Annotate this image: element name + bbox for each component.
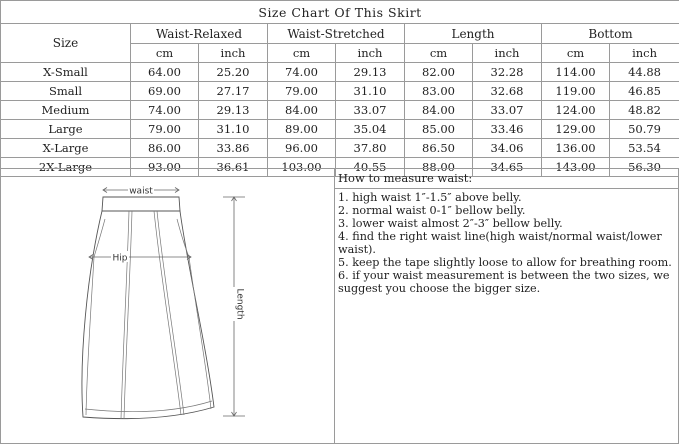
size-name-cell: X-Large (1, 139, 131, 158)
measurement-cell: 103.00 (268, 158, 336, 177)
length-dimension (223, 197, 245, 416)
measurement-cell: 44.88 (610, 63, 679, 82)
unit-header: cm (542, 44, 610, 63)
measurement-cell: 48.82 (610, 101, 679, 120)
size-row (1, 82, 679, 101)
group-header-length: Length (405, 24, 542, 44)
skirt-diagram (0, 168, 335, 444)
measure-instructions (335, 168, 679, 444)
waistband (102, 197, 180, 211)
waist-dimension (103, 184, 179, 197)
measurement-cell: 40.55 (336, 158, 405, 177)
size-name-cell: Small (1, 82, 131, 101)
measurement-cell: 129.00 (542, 120, 610, 139)
measurement-cell: 74.00 (131, 101, 199, 120)
unit-header: cm (405, 44, 473, 63)
instructions-title: How to measure waist: (335, 169, 678, 189)
measurement-cell: 35.04 (336, 120, 405, 139)
measurement-cell: 136.00 (542, 139, 610, 158)
measurement-cell: 86.00 (131, 139, 199, 158)
size-row (1, 139, 679, 158)
measurement-cell: 88.00 (405, 158, 473, 177)
measurement-cell: 56.30 (610, 158, 679, 177)
unit-header: inch (610, 44, 679, 63)
measurement-cell: 85.00 (405, 120, 473, 139)
measurement-cell: 124.00 (542, 101, 610, 120)
measurement-cell: 93.00 (131, 158, 199, 177)
measurement-cell: 32.28 (473, 63, 542, 82)
measurement-cell: 50.79 (610, 120, 679, 139)
unit-header: inch (473, 44, 542, 63)
measurement-cell: 36.61 (199, 158, 268, 177)
measurement-cell: 33.07 (336, 101, 405, 120)
unit-header: cm (268, 44, 336, 63)
group-header-waist-relaxed: Waist-Relaxed (131, 24, 268, 44)
group-header-waist-stretched: Waist-Stretched (268, 24, 405, 44)
skirt-body (82, 211, 214, 419)
size-row (1, 120, 679, 139)
skirt-illustration (1, 169, 334, 443)
measurement-cell: 34.65 (473, 158, 542, 177)
measurement-cell: 33.86 (199, 139, 268, 158)
instruction-item: 4. find the right waist line(high waist/normal waist/lower waist). (338, 230, 674, 256)
measurement-cell: 79.00 (131, 120, 199, 139)
measurement-cell: 83.00 (405, 82, 473, 101)
measurement-cell: 69.00 (131, 82, 199, 101)
measurement-cell: 74.00 (268, 63, 336, 82)
size-row (1, 63, 679, 82)
instruction-list (335, 191, 678, 295)
unit-header: inch (336, 44, 405, 63)
chart-title: Size Chart Of This Skirt (1, 1, 679, 24)
size-name-cell: Medium (1, 101, 131, 120)
size-name-cell: 2X-Large (1, 158, 131, 177)
size-rows (1, 63, 679, 177)
size-chart-table (0, 0, 679, 177)
size-row (1, 101, 679, 120)
instruction-item: 6. if your waist measurement is between the two sizes, we suggest you choose the bigger size. (338, 269, 674, 295)
instruction-item: 3. lower waist almost 2″-3″ bellow belly. (338, 217, 674, 230)
measurement-cell: 84.00 (405, 101, 473, 120)
unit-header: cm (131, 44, 199, 63)
measurement-cell: 31.10 (199, 120, 268, 139)
measurement-cell: 37.80 (336, 139, 405, 158)
measurement-cell: 27.17 (199, 82, 268, 101)
measurement-cell: 79.00 (268, 82, 336, 101)
measurement-cell: 114.00 (542, 63, 610, 82)
length-label: Length (235, 288, 245, 319)
measurement-cell: 64.00 (131, 63, 199, 82)
instruction-item: 5. keep the tape slightly loose to allow for breathing room. (338, 256, 674, 269)
measurement-section (0, 168, 679, 445)
measurement-cell: 143.00 (542, 158, 610, 177)
measurement-cell: 53.54 (610, 139, 679, 158)
size-name-cell: X-Small (1, 63, 131, 82)
measurement-cell: 29.13 (336, 63, 405, 82)
measurement-cell: 46.85 (610, 82, 679, 101)
measurement-cell: 82.00 (405, 63, 473, 82)
unit-header: inch (199, 44, 268, 63)
instruction-item: 2. normal waist 0-1″ bellow belly. (338, 204, 674, 217)
group-header-bottom: Bottom (542, 24, 679, 44)
measurement-cell: 25.20 (199, 63, 268, 82)
measurement-cell: 31.10 (336, 82, 405, 101)
size-name-cell: Large (1, 120, 131, 139)
measurement-cell: 96.00 (268, 139, 336, 158)
measurement-cell: 119.00 (542, 82, 610, 101)
measurement-cell: 33.46 (473, 120, 542, 139)
hip-label: Hip (113, 254, 128, 264)
measurement-cell: 34.06 (473, 139, 542, 158)
measurement-cell: 89.00 (268, 120, 336, 139)
measurement-cell: 32.68 (473, 82, 542, 101)
size-column-header: Size (1, 24, 131, 63)
waist-label: waist (129, 187, 153, 197)
measurement-cell: 86.50 (405, 139, 473, 158)
measurement-cell: 33.07 (473, 101, 542, 120)
instruction-item: 1. high waist 1″-1.5″ above belly. (338, 191, 674, 204)
measurement-cell: 29.13 (199, 101, 268, 120)
measurement-cell: 84.00 (268, 101, 336, 120)
